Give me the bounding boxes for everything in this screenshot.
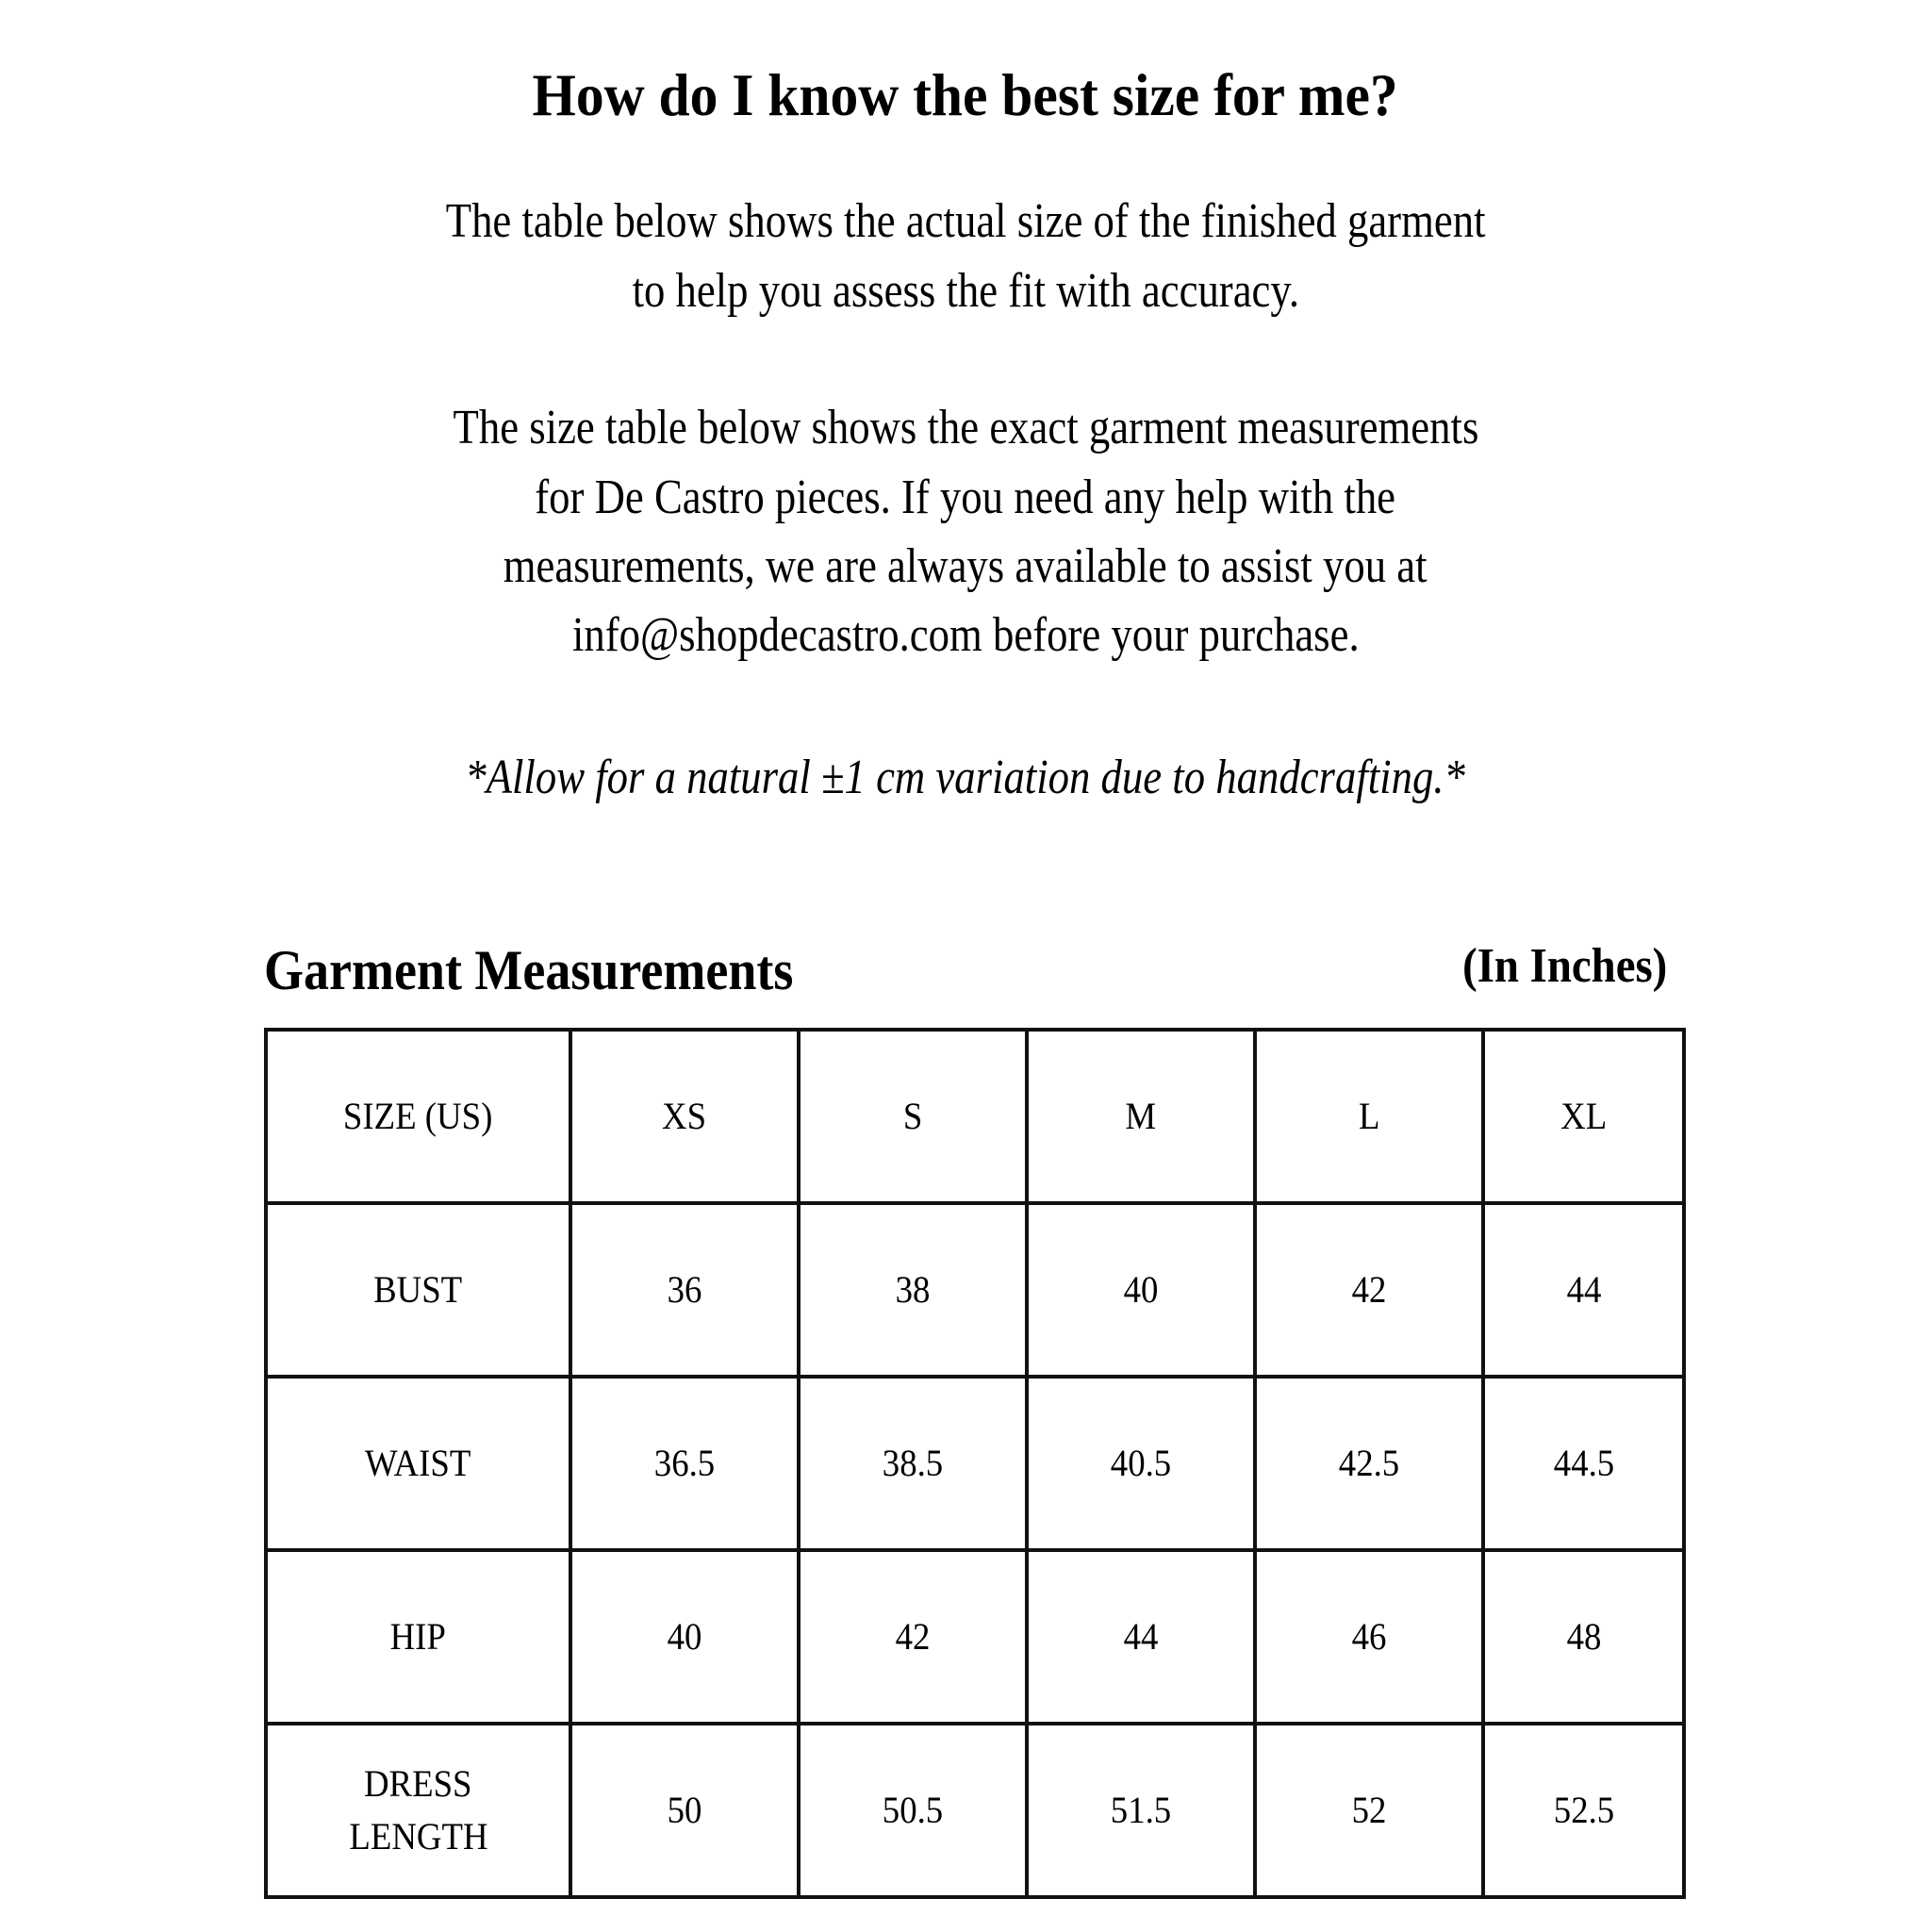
intro-line-text: The table below shows the actual size of the finished garment [445,194,1486,248]
row-label [266,1724,570,1897]
cell-value: 44 [1123,1615,1159,1658]
cell-value: 44 [1566,1268,1601,1311]
header-cell-xl [1483,1030,1684,1203]
header-text: XL [1560,1095,1608,1137]
cell-value: 50.5 [882,1789,944,1831]
table-unit-text: (In Inches) [1461,939,1667,993]
row-label [266,1203,570,1377]
cell-value: 42 [1351,1268,1387,1311]
header-text: SIZE (US) [343,1095,493,1137]
cell-value: 46 [1351,1615,1387,1658]
info-line [0,400,1931,455]
info-line-text: info@shopdecastro.com before your purchase. [571,608,1360,662]
cell-value: 44.5 [1553,1442,1614,1484]
row-label-text: WAIST [365,1442,471,1484]
header-text: XS [662,1095,707,1137]
table-unit [1440,938,1667,994]
table-cell [1255,1203,1483,1377]
header-cell-size [266,1030,570,1203]
page-title-text: How do I know the best size for me? [532,61,1399,128]
cell-value: 48 [1566,1615,1601,1658]
table-header-row [266,1030,1684,1203]
cell-value: 51.5 [1110,1789,1172,1831]
header-cell-l [1255,1030,1483,1203]
table-cell [1255,1550,1483,1724]
table-cell [1255,1377,1483,1550]
size-table [264,1028,1686,1899]
cell-value: 52.5 [1553,1789,1614,1831]
header-cell-xs [570,1030,799,1203]
variation-note [0,750,1931,805]
table-cell [799,1550,1027,1724]
cell-value: 40 [667,1615,702,1658]
cell-value: 40 [1123,1268,1159,1311]
row-label-text: HIP [389,1615,447,1658]
info-line-text: The size table below shows the exact garment measurements [453,401,1478,454]
table-cell [1027,1203,1255,1377]
table-cell [1483,1724,1684,1897]
info-line [0,538,1931,594]
header-cell-s [799,1030,1027,1203]
info-line-email [0,607,1931,663]
table-cell [570,1377,799,1550]
table-cell [1483,1377,1684,1550]
header-cell-m [1027,1030,1255,1203]
cell-value: 40.5 [1110,1442,1172,1484]
header-text: M [1125,1095,1157,1137]
row-label-text: BUST [373,1268,463,1311]
table-cell [1255,1724,1483,1897]
table-cell [1483,1550,1684,1724]
table-row-hip [266,1550,1684,1724]
table-cell [570,1724,799,1897]
table-cell [1027,1550,1255,1724]
info-line [0,470,1931,525]
intro-line [0,263,1931,319]
table-title-text: Garment Measurements [264,939,794,1001]
table-cell [570,1203,799,1377]
info-line-text: for De Castro pieces. If you need any help with the [535,471,1396,524]
cell-value: 42 [895,1615,931,1658]
row-label-text: DRESS [364,1762,472,1805]
cell-value: 38.5 [882,1442,944,1484]
table-cell [570,1550,799,1724]
table-row-bust [266,1203,1684,1377]
variation-note-text: *Allow for a natural ±1 cm variation due to handcrafting.* [465,751,1466,804]
table-cell [799,1724,1027,1897]
cell-value: 50 [667,1789,702,1831]
cell-value: 36.5 [653,1442,716,1484]
page-title [0,60,1931,130]
table-cell [1027,1724,1255,1897]
table-row-waist [266,1377,1684,1550]
cell-value: 42.5 [1338,1442,1400,1484]
row-label [266,1550,570,1724]
header-text: S [902,1095,923,1137]
row-label-text: LENGTH [348,1815,488,1858]
table-row-dress-length [266,1724,1684,1897]
table-cell [1483,1203,1684,1377]
row-label [266,1377,570,1550]
table-cell [799,1377,1027,1550]
table-title [264,938,852,1003]
info-line-text: measurements, we are always available to assist you at [503,539,1428,593]
cell-value: 52 [1351,1789,1387,1831]
header-text: L [1358,1095,1380,1137]
intro-line-text: to help you assess the fit with accuracy. [632,264,1299,318]
cell-value: 36 [667,1268,702,1311]
table-cell [799,1203,1027,1377]
cell-value: 38 [895,1268,931,1311]
table-cell [1027,1377,1255,1550]
intro-line [0,193,1931,249]
